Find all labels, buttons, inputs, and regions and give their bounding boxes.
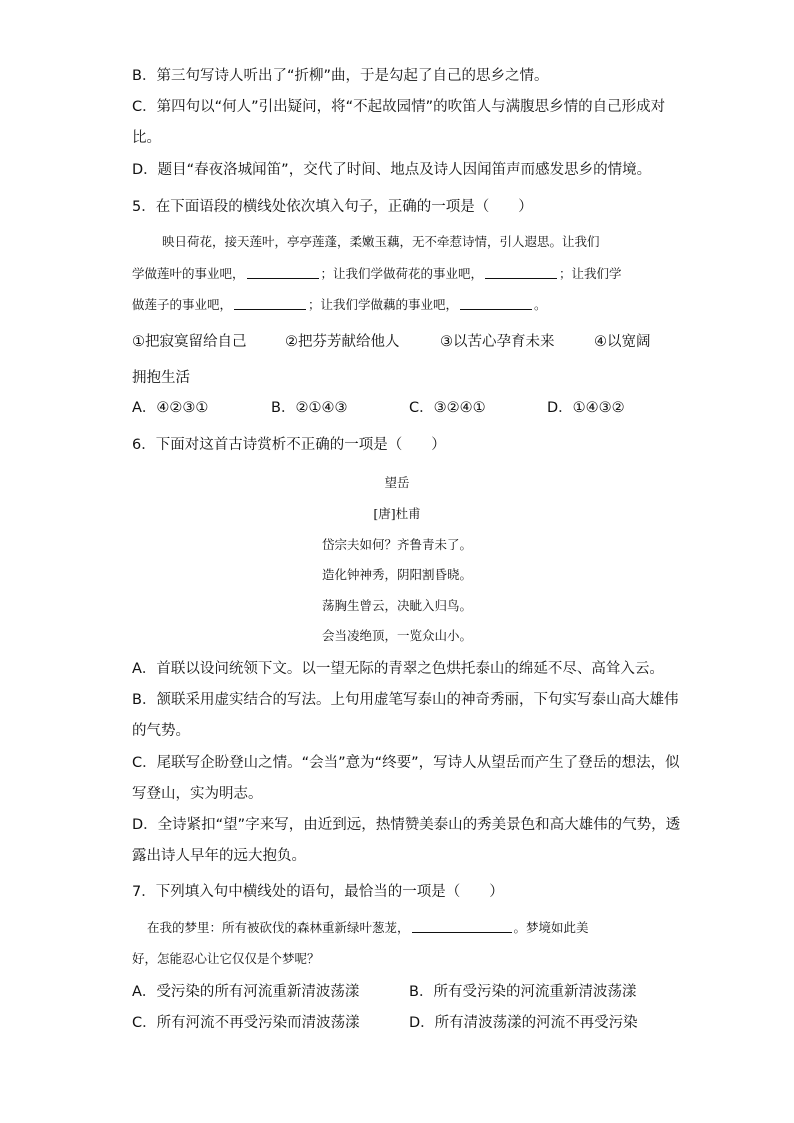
q5-choice-1: ①把寂寞留给自己 [132, 334, 247, 350]
q5-choice-4: ④以宽阔 [594, 334, 651, 350]
q7-passage-line2: 好，怎能忍心让它仅仅是个梦呢？ [132, 951, 320, 966]
q4-option-c-line1: C．第四句以“何人”引出疑问，将“不起故园情”的吹笛人与满腹思乡情的自己形成对 [132, 99, 666, 115]
q5-option-b: B．②①④③ [271, 400, 348, 416]
q5-passage-line2 [132, 265, 622, 283]
q5-passage-seg: ；让我们学做荷花的事业吧， [320, 266, 484, 281]
q7-option-c: C．所有河流不再受污染而清波荡漾 [132, 1015, 360, 1031]
answer-blank [247, 266, 319, 279]
q7-option-a: A．受污染的所有河流重新清波荡漾 [132, 984, 360, 1000]
answer-blank [412, 920, 512, 933]
q5-stem: 5．在下面语段的横线处依次填入句子，正确的一项是（ ） [132, 199, 533, 215]
q6-option-c-line2: 写登山，实为明志。 [132, 786, 263, 802]
q5-choice-4-cont: 拥抱生活 [132, 370, 190, 386]
answer-blank [460, 297, 532, 310]
q5-passage-seg: 学做莲叶的事业吧， [132, 266, 245, 281]
q5-passage-line3 [132, 296, 547, 314]
q5-passage-seg: 。 [534, 297, 547, 312]
q7-passage-line1 [147, 919, 589, 937]
answer-blank [485, 266, 557, 279]
q5-choice-3: ③以苦心孕育未来 [440, 334, 555, 350]
q5-passage-seg: ；让我们学做藕的事业吧， [308, 297, 459, 312]
q6-option-a: A．首联以设问统领下文。以一望无际的青翠之色烘托泰山的绵延不尽、高耸入云。 [132, 661, 664, 677]
q6-option-d-line2: 露出诗人早年的远大抱负。 [132, 848, 306, 864]
q7-option-d: D．所有清波荡漾的河流不再受污染 [409, 1015, 638, 1031]
q5-passage-seg: ；让我们学 [559, 266, 622, 281]
q5-passage-seg: 做莲子的事业吧， [132, 297, 233, 312]
poem-line-1: 岱宗夫如何？齐鲁青未了。 [321, 537, 472, 552]
q5-option-d: D．①④③② [547, 400, 625, 416]
q4-option-d: D．题目“春夜洛城闻笛”，交代了时间、地点及诗人因闻笛声而感发思乡的情境。 [132, 162, 652, 178]
q6-stem: 6．下面对这首古诗赏析不正确的一项是（ ） [132, 437, 446, 453]
q7-stem: 7．下列填入句中横线处的语句，最恰当的一项是（ ） [132, 884, 504, 900]
q4-option-b: B．第三句写诗人听出了“折柳”曲，于是勾起了自己的思乡之情。 [132, 68, 549, 84]
q5-option-a: A．④②③① [132, 400, 209, 416]
poem-author: [唐]杜甫 [373, 506, 421, 521]
q6-option-c-line1: C．尾联写企盼登山之情。“会当”意为“终要”，写诗人从望岳而产生了登岳的想法，似 [132, 755, 680, 771]
q6-option-b-line2: 的气势。 [132, 723, 190, 739]
q6-option-b-line1: B．颔联采用虚实结合的写法。上句用虚笔写泰山的神奇秀丽，下句实写泰山高大雄伟 [132, 692, 679, 708]
answer-blank [234, 297, 306, 310]
q5-option-c: C．③②④① [409, 400, 486, 416]
poem-line-4: 会当凌绝顶，一览众山小。 [321, 628, 472, 643]
q5-passage-line1: 映日荷花，接天莲叶，亭亭莲蓬，柔嫩玉藕，无不牵惹诗情，引人遐思。让我们 [162, 234, 600, 249]
poem-title: 望岳 [384, 475, 410, 490]
q6-option-d-line1: D．全诗紧扣“望”字来写，由近到远，热情赞美泰山的秀美景色和高大雄伟的气势，透 [132, 817, 681, 833]
q7-passage-seg: 在我的梦里：所有被砍伐的森林重新绿叶葱茏， [147, 920, 410, 935]
poem-line-2: 造化钟神秀，阴阳割昏晓。 [321, 567, 472, 582]
q4-option-c-line2: 比。 [132, 130, 161, 146]
q7-passage-seg: 。梦境如此美 [513, 920, 589, 935]
q7-option-b: B．所有受污染的河流重新清波荡漾 [409, 984, 637, 1000]
poem-line-3: 荡胸生曾云，决眦入归鸟。 [321, 598, 472, 613]
q5-choice-2: ②把芬芳献给他人 [285, 334, 400, 350]
